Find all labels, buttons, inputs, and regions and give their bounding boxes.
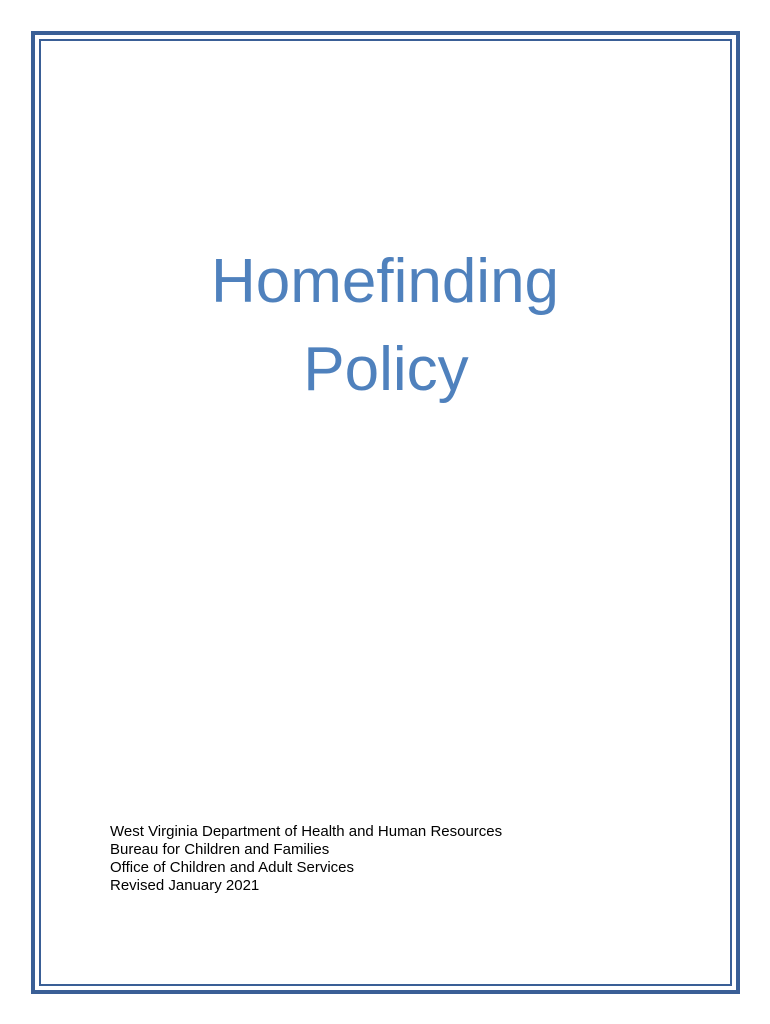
revision-date: Revised January 2021: [110, 877, 260, 894]
publisher-info: [110, 823, 502, 895]
title-line-homefinding: Homefinding: [210, 247, 560, 316]
document-title: [0, 238, 770, 414]
office-name: Office of Children and Adult Services: [110, 859, 355, 876]
bureau-name: Bureau for Children and Families: [110, 841, 330, 858]
title-line-policy: Policy: [303, 335, 469, 404]
department-name: West Virginia Department of Health and Human Resources: [110, 823, 503, 840]
